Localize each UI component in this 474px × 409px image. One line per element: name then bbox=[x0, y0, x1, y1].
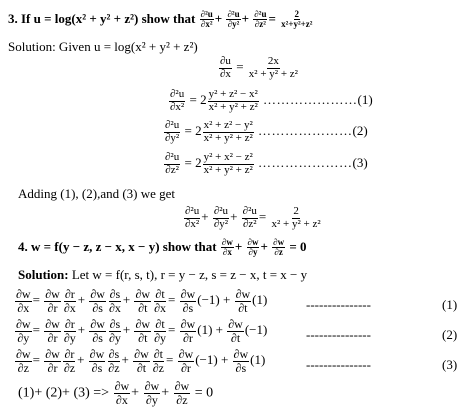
problem-4-number: 4. bbox=[18, 238, 28, 254]
laplacian-result: $\frac{\text{∂²u}}{\text{∂x²}}$ + $\frac{\text{∂²u}}{\text{∂y²}}$ + $\frac{\text{∂²u}}{\text{∂z²}}$ = $\frac{2}{\text{x² + y² + z²}}$ bbox=[185, 205, 321, 230]
d2u-dy2-frac: $\frac{\text{∂²u}}{\text{∂y²}}$ bbox=[227, 9, 240, 30]
equation-2: $\frac{\text{∂²u}}{\text{∂y²}}$ = 2 $\frac{\text{x² + z² − y²}}{\text{x² + y² + z²}}$ …………………(2) bbox=[165, 119, 368, 144]
chain-rule-x: $\frac{\partial w}{\partial x}$ = $\frac{\partial w}{\partial r}$ $\frac{\partial r}{\partial x}$ + $\frac{\partial w}{\partial s}$ $\frac{\partial s}{\partial x}$ + $\frac{\partial w}{\partial t}$ $\frac{\partial t}{\partial x}$ = $\frac{\partial w}{\partial s}$ (−1) + $\frac{\partial w}{\partial t}$ (1) --------------- (1) bbox=[16, 287, 458, 315]
conclusion-line: (1)+ (2)+ (3) => $\frac{\partial w}{\partial x}$ + $\frac{\partial w}{\partial y}$ + $\frac{\partial w}{\partial z}$ = 0 bbox=[18, 379, 214, 407]
problem-4-statement: w = f(y − z, z − x, x − y) show that bbox=[31, 238, 217, 254]
problem-3-rhs-frac: $\frac{2}{\text{x²+y²+z²}}$ bbox=[281, 9, 313, 30]
chain-rule-z: $\frac{\partial w}{\partial z}$ = $\frac{\partial w}{\partial r}$ $\frac{\partial r}{\partial z}$ + $\frac{\partial w}{\partial s}$ $\frac{\partial s}{\partial z}$ + $\frac{\partial w}{\partial t}$ $\frac{\partial t}{\partial z}$ = $\frac{\partial w}{\partial r}$ (−1) + $\frac{\partial w}{\partial s}$ (1) --------------- (3) bbox=[16, 347, 458, 375]
du-dx-equation: $\frac{\partial u}{\partial x}$ = $\frac{2x}{\text{x² + y² + z²}}$ bbox=[220, 55, 298, 80]
d2u-dz2-frac: $\frac{\text{∂²u}}{\text{∂z²}}$ bbox=[254, 9, 267, 30]
equation-1: $\frac{\text{∂²u}}{\text{∂x²}}$ = 2 $\frac{\text{y² + z² − x²}}{\text{x² + y² + z²}}$ …………………(1) bbox=[170, 88, 373, 113]
solution-3-given: Solution: Given u = log(x² + y² + z²) bbox=[8, 39, 198, 54]
chain-rule-y: $\frac{\partial w}{\partial y}$ = $\frac{\partial w}{\partial r}$ $\frac{\partial r}{\partial y}$ + $\frac{\partial w}{\partial s}$ $\frac{\partial s}{\partial y}$ + $\frac{\partial w}{\partial t}$ $\frac{\partial t}{\partial y}$ = $\frac{\partial w}{\partial r}$ (1) + $\frac{\partial w}{\partial t}$ (−1) --------------- (2) bbox=[16, 317, 458, 345]
d2u-dx2-frac: $\frac{\text{∂²u}}{\text{∂x²}}$ bbox=[200, 9, 213, 30]
adding-text: Adding (1), (2),and (3) we get bbox=[18, 186, 176, 201]
problem-3-statement: If u = log(x² + y² + z²) show that bbox=[21, 10, 196, 26]
problem-3-line: 3. If u = log(x² + y² + z²) show that $\frac{\text{∂²u}}{\text{∂x²}}$ + $\frac{\text{∂²u}}{\text{∂y²}}$ + $\frac{\text{∂²u}}{\text{∂z²}}$ = $\frac{2}{\text{x²+y²+z²}}$ bbox=[8, 9, 313, 30]
problem-4-line: 4. w = f(y − z, z − x, x − y) show that $\frac{\partial w}{\partial x}$ + $\frac{\partial w}{\partial y}$ + $\frac{\partial w}{\partial z}$ = 0 bbox=[18, 237, 307, 258]
problem-3-number: 3. bbox=[8, 10, 18, 26]
equation-3: $\frac{\text{∂²u}}{\text{∂z²}}$ = 2 $\frac{\text{y² + x² − z²}}{\text{x² + y² + z²}}$ …………………(3) bbox=[165, 151, 368, 176]
solution-4-let: Solution: Let w = f(r, s, t), r = y − z, s = z − x, t = x − y bbox=[18, 267, 308, 282]
